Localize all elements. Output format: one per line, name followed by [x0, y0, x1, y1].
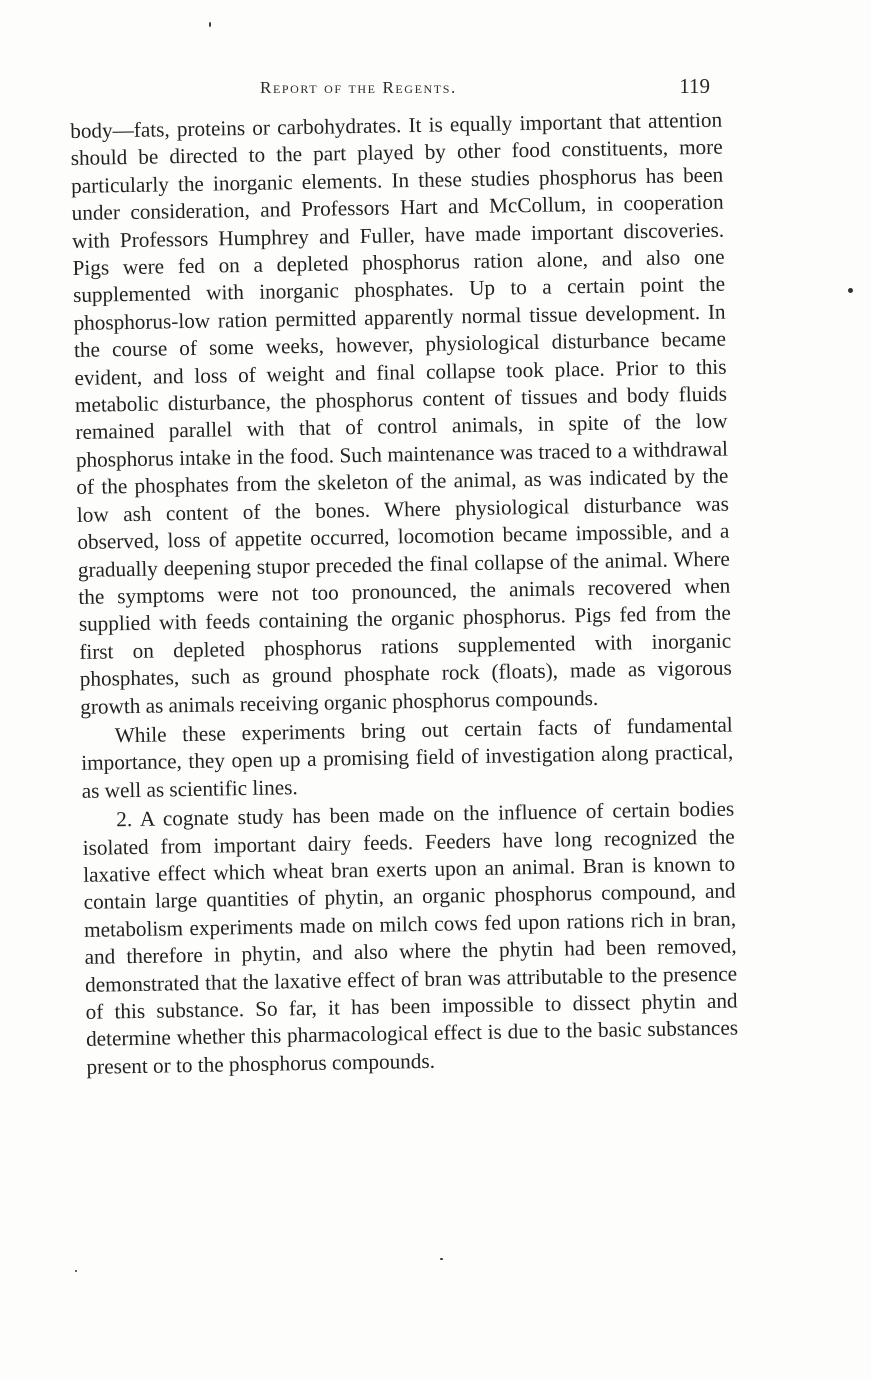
scan-speck — [75, 1270, 77, 1272]
running-head: Report of the Regents. — [260, 78, 457, 97]
paragraph-phosphorus-study: body—fats, proteins or carbohydrates. It is equally important that attention should be directed to the part played by other food constituents, more particularly the inorganic elements. In these studies phosphorus has been under consideration, and Professors Hart and McCollum, in cooperation with Professors Humphrey and Fuller, have made important discoveries. Pigs were fed on a depleted phosphorus ration alone, and also one supplemented with inorganic phosphates. Up to a certain point the phosphorus-low ration permitted apparently normal tissue development. In the course of some weeks, however, physiological disturbance became evident, and loss of weight and final collapse took place. Prior to this metabolic disturbance, the phosphorus content of tissues and body fluids remained parallel with that of control animals, in spite of the low phosphorus intake in the food. Such maintenance was traced to a withdrawal of the phosphates from the skeleton of the animal, as was indicated by the low ash content of the bones. Where physiological disturbance was observed, loss of appetite occurred, locomotion became impossible, and a gradually deepening stupor preceded the final collapse of the animal. Where the symptoms were not too pronounced, the animals recovered when supplied with feeds containing the organic phosphorus. Pigs fed from the first on depleted phosphorus rations supplemented with inorganic phosphates, such as ground phosphate rock (floats), made as vigorous growth as animals receiving organic phosphorus compounds. — [70, 107, 732, 719]
body-text — [70, 107, 739, 1081]
scan-speck — [209, 22, 211, 27]
scan-speck — [440, 1258, 443, 1260]
paragraph-experiments-summary: While these experiments bring out certain facts of fundamental importance, they open up a promising field of investigation along practical, as well as scientific lines. — [81, 712, 734, 803]
page-header — [230, 74, 710, 104]
page-number: 119 — [679, 74, 710, 98]
scan-speck — [848, 288, 853, 293]
paragraph-cognate-study: 2. A cognate study has been made on the influence of certain bodies isolated from important dairy feeds. Feeders have long recognized the laxative effect which wheat bran exerts upon an animal. Bran is known to contain large quantities of phytin, an organic phosphorus compound, and metabolism experiments made on milch cows fed upon rations rich in bran, and therefore in phytin, and also where the phytin had been removed, demonstrated that the laxative effect of bran was attributable to the presence of this substance. So far, it has been impossible to dissect phytin and determine whether this pharmacological effect is due to the basic substances present or to the phosphorus compounds. — [82, 796, 739, 1079]
